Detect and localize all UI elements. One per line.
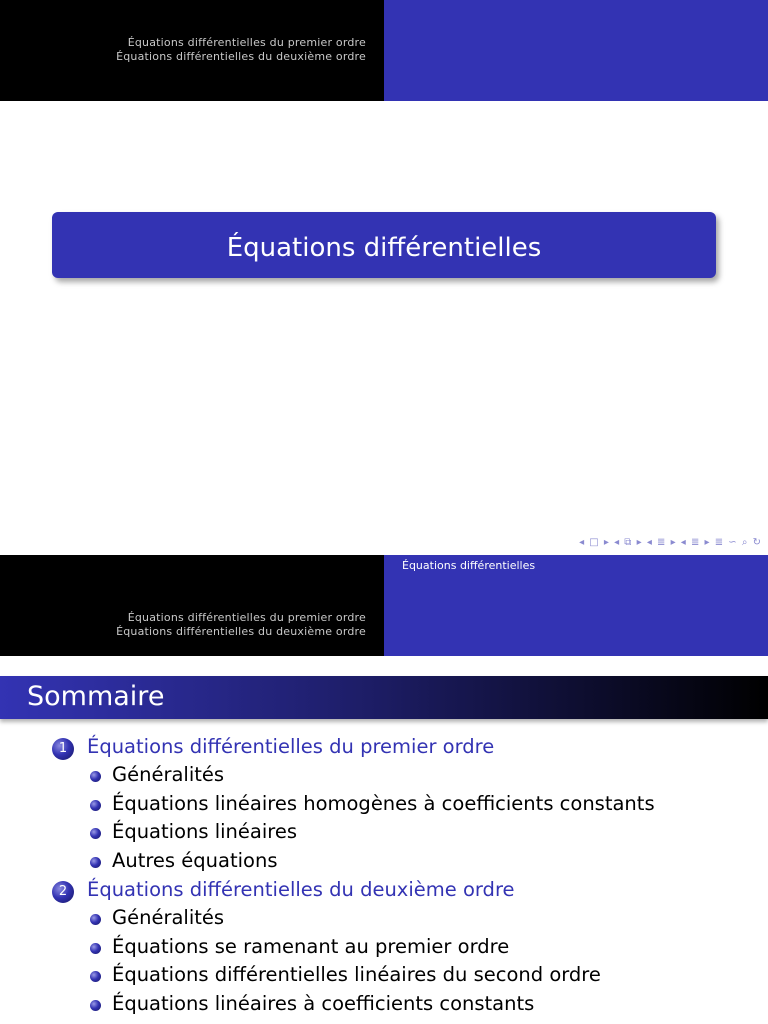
header-sections-panel [0, 555, 384, 656]
header-section-1[interactable]: Équations différentielles du premier ordre [127, 36, 366, 49]
toc-subsection-2-3[interactable] [0, 962, 768, 991]
header-section-2[interactable]: Équations différentielles du deuxième ordre [116, 50, 366, 63]
toc-subsection-1-2[interactable] [0, 791, 768, 820]
toc-subsection-label[interactable]: Équations se ramenant au premier ordre [112, 934, 510, 958]
toc-subsection-1-1[interactable] [0, 762, 768, 791]
toc-subsection-2-1[interactable] [0, 905, 768, 934]
toc-subsection-2-4[interactable] [0, 991, 768, 1020]
header-section-1[interactable]: Équations différentielles du premier ordre [127, 611, 366, 624]
slide-header [0, 0, 768, 101]
presentation-title-box [52, 212, 716, 278]
bullet-icon [90, 914, 101, 925]
bullet-icon [90, 828, 101, 839]
table-of-contents [0, 733, 768, 1019]
toc-subsection-1-3[interactable] [0, 819, 768, 848]
toc-subsection-2-2[interactable] [0, 934, 768, 963]
frame-title: Sommaire [27, 681, 165, 712]
navigation-bar[interactable]: ◂ □ ▸ ◂ ⧉ ▸ ◂ ≣ ▸ ◂ ≣ ▸ ≣ ∽ ⌕ ↻ [579, 537, 762, 548]
toc-subsection-label[interactable]: Généralités [112, 763, 225, 786]
slide-2 [0, 555, 768, 1024]
toc-subsection-1-4[interactable] [0, 848, 768, 877]
bullet-icon [90, 800, 101, 811]
toc-subsection-label[interactable]: Équations différentielles linéaires du second ordre [112, 963, 601, 986]
toc-subsection-label[interactable]: Équations linéaires [112, 820, 298, 843]
header-section-2[interactable]: Équations différentielles du deuxième ordre [116, 625, 366, 638]
header-subsections-panel [384, 0, 768, 101]
toc-subsection-label[interactable]: Généralités [112, 906, 225, 929]
bullet-icon [90, 971, 101, 982]
toc-section-label[interactable]: Équations différentielles du premier ordre [87, 735, 495, 758]
presentation-title: Équations différentielles [226, 233, 542, 263]
header-current-title[interactable]: Équations différentielles [402, 559, 536, 572]
bullet-icon [90, 943, 101, 954]
bullet-icon [90, 771, 101, 782]
toc-section-label[interactable]: Équations différentielles du deuxième ordre [87, 878, 515, 901]
section-number-badge: 1 [52, 738, 74, 760]
toc-subsection-label[interactable]: Autres équations [112, 848, 278, 872]
header-sections-panel [0, 0, 384, 101]
slide-header [0, 555, 768, 656]
bullet-icon [90, 1000, 101, 1011]
header-subsections-panel [384, 555, 768, 656]
toc-subsection-label[interactable]: Équations linéaires à coefficients constants [112, 991, 535, 1015]
toc-subsection-label[interactable]: Équations linéaires homogènes à coefficients constants [112, 791, 655, 815]
section-number-badge: 2 [52, 881, 74, 903]
toc-section-1[interactable] [0, 733, 768, 762]
toc-section-2[interactable] [0, 876, 768, 905]
frame-title-bar [0, 676, 768, 719]
bullet-icon [90, 857, 101, 868]
